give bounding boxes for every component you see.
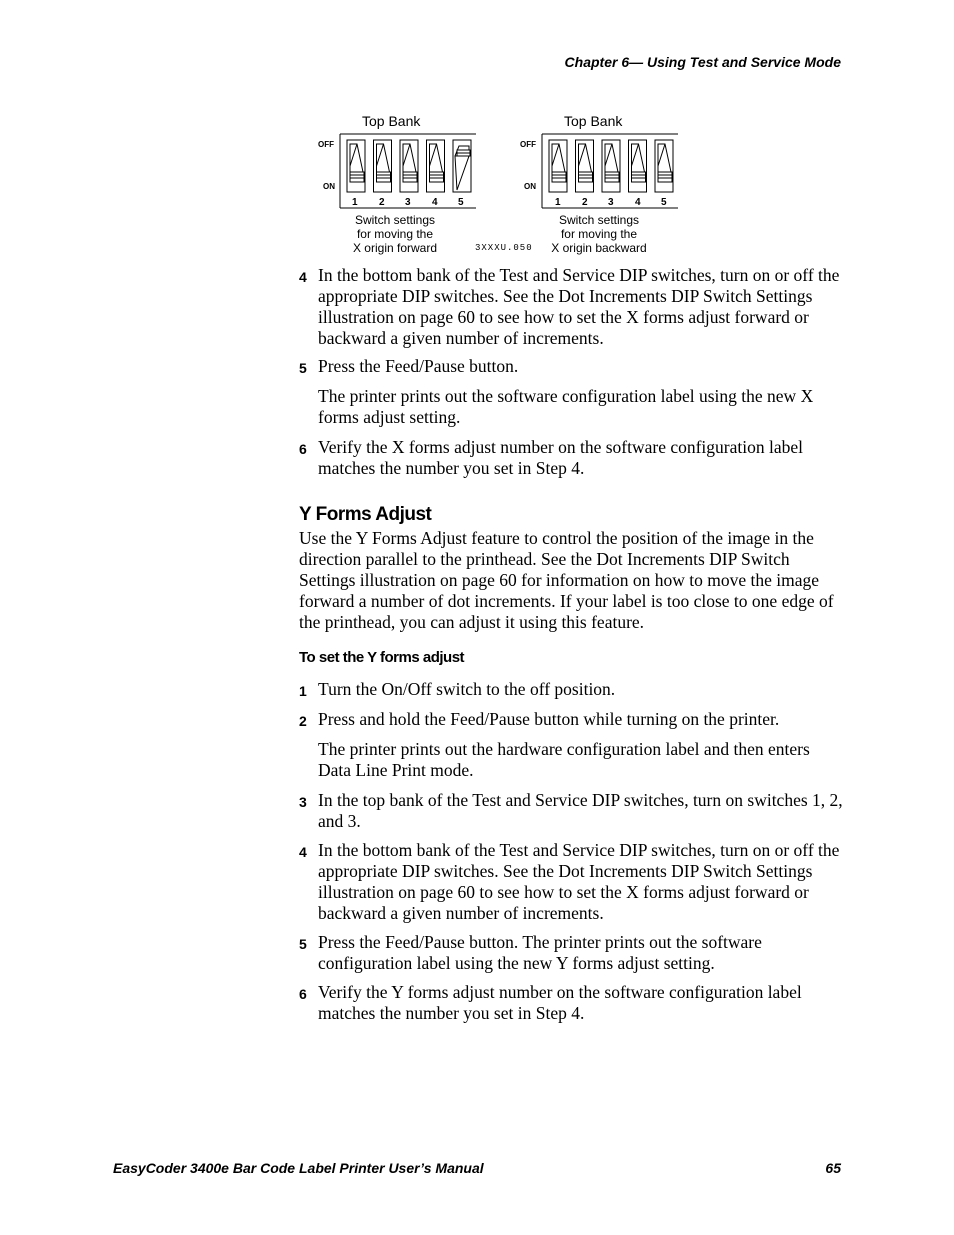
step-x-4 <box>299 265 844 349</box>
step-number: 5 <box>299 936 307 952</box>
right-caption-line-1: Switch settings <box>558 213 640 227</box>
step-text: Press the Feed/Pause button. The printer prints out the software configuration label using the new Y forms adjust setting. <box>318 932 762 973</box>
right-num-3: 3 <box>608 197 614 208</box>
left-caption-line-3: X origin forward <box>352 241 438 255</box>
step-number: 4 <box>299 844 307 860</box>
step-y-3 <box>299 790 844 832</box>
left-bank-title: Top Bank <box>362 113 421 129</box>
left-num-5: 5 <box>458 197 464 208</box>
running-header: Chapter 6— Using Test and Service Mode <box>564 54 841 70</box>
right-bank-title: Top Bank <box>564 113 623 129</box>
procedure-title: To set the Y forms adjust <box>299 649 465 666</box>
section-body: Use the Y Forms Adjust feature to control the position of the image in the direction parallel to the printhead. See the Dot Increments DIP Switch Settings illustration on page 60 for information on how to move the image forward a number of dot increments. If your label is too close to one edge of the printhead, you can adjust it using this feature. <box>299 528 834 632</box>
left-num-1: 1 <box>352 197 358 208</box>
left-num-2: 2 <box>379 197 385 208</box>
figure-code: 3XXXU.050 <box>475 243 533 253</box>
right-switch-1 <box>549 140 567 192</box>
dip-switch-drawing <box>310 110 700 220</box>
step-text: Press and hold the Feed/Pause button while turning on the printer. <box>318 709 780 729</box>
right-switch-3 <box>602 140 620 192</box>
step-text: In the bottom bank of the Test and Service DIP switches, turn on or off the appropriate DIP switches. See the Dot Increments DIP Switch Settings illustration on page 60 to see how to set the X forms adjust forward or backward a given number of increments. <box>318 265 840 348</box>
left-switch-3 <box>400 140 418 192</box>
left-num-4: 4 <box>432 197 438 208</box>
left-switch-1 <box>347 140 365 192</box>
left-switch-2 <box>374 140 392 192</box>
step-x-6 <box>299 437 844 479</box>
section-title: Y Forms Adjust <box>299 504 432 525</box>
step-y-5 <box>299 932 844 974</box>
step-number: 1 <box>299 683 307 699</box>
step-number: 5 <box>299 360 307 376</box>
step-text: In the bottom bank of the Test and Service DIP switches, turn on or off the appropriate DIP switches. See the Dot Increments DIP Switch Settings illustration on page 60 to see how to set the X forms adjust forward or backward a given number of increments. <box>318 840 840 923</box>
footer-manual-title: EasyCoder 3400e Bar Code Label Printer User’s Manual <box>113 1160 484 1176</box>
right-num-2: 2 <box>582 197 588 208</box>
step-x-5-note: The printer prints out the software configuration label using the new X forms adjust setting. <box>318 386 814 427</box>
step-text: In the top bank of the Test and Service DIP switches, turn on switches 1, 2, and 3. <box>318 790 843 831</box>
step-y-4 <box>299 840 844 924</box>
right-caption-line-3: X origin backward <box>551 241 647 255</box>
right-num-5: 5 <box>661 197 667 208</box>
right-num-1: 1 <box>555 197 561 208</box>
step-text: Verify the X forms adjust number on the software configuration label matches the number you set in Step 4. <box>318 437 804 478</box>
right-switch-5 <box>655 140 673 192</box>
page-number: 65 <box>825 1160 841 1176</box>
left-switch-4 <box>427 140 445 192</box>
right-switch-2 <box>576 140 594 192</box>
step-text: Press the Feed/Pause button. <box>318 356 519 376</box>
left-off-label: OFF <box>318 140 334 149</box>
dip-switch-figure <box>310 110 700 260</box>
right-num-4: 4 <box>635 197 641 208</box>
step-y-6 <box>299 982 844 1024</box>
step-text: Turn the On/Off switch to the off position. <box>318 679 616 699</box>
right-off-label: OFF <box>520 140 536 149</box>
right-switch-4 <box>629 140 647 192</box>
step-y-2-note: The printer prints out the hardware configuration label and then enters Data Line Print mode. <box>318 739 810 780</box>
left-on-label: ON <box>323 182 335 191</box>
right-on-label: ON <box>524 182 536 191</box>
right-caption <box>544 213 654 255</box>
step-number: 6 <box>299 986 307 1002</box>
step-number: 3 <box>299 794 307 810</box>
step-number: 6 <box>299 441 307 457</box>
left-caption-line-1: Switch settings <box>354 213 436 227</box>
left-caption <box>340 213 450 255</box>
right-caption-line-2: for moving the <box>560 227 638 241</box>
step-x-5 <box>299 356 844 377</box>
step-number: 2 <box>299 713 307 729</box>
left-caption-line-2: for moving the <box>356 227 434 241</box>
left-switch-5 <box>453 140 471 192</box>
step-y-1 <box>299 679 844 700</box>
left-num-3: 3 <box>405 197 411 208</box>
step-y-2 <box>299 709 844 730</box>
step-number: 4 <box>299 269 307 285</box>
step-text: Verify the Y forms adjust number on the software configuration label matches the number you set in Step 4. <box>318 982 802 1023</box>
